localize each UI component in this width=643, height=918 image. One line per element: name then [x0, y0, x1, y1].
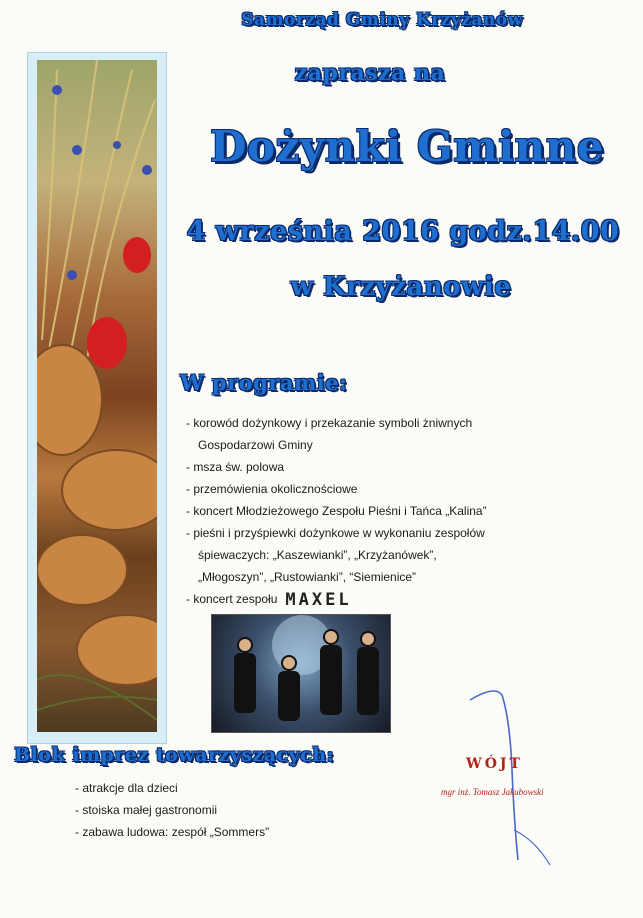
invites-heading: zaprasza na [294, 60, 446, 86]
side-events-heading: Blok imprez towarzyszących: [14, 744, 335, 766]
side-events-list [75, 777, 269, 843]
program-list [186, 412, 606, 611]
list-item: - stoiska małej gastronomii [75, 803, 218, 817]
list-item: śpiewaczych: „Kaszewianki”, „Krzyżanówek”, [198, 548, 437, 562]
list-item: Gospodarzowi Gminy [198, 438, 313, 452]
handwritten-signature [440, 680, 590, 880]
list-item: - msza św. polowa [186, 460, 285, 474]
list-item: „Młogoszyn”, „Rustowianki”, “Siemienice” [198, 570, 417, 584]
event-title: Dożynki Gminne [210, 122, 604, 171]
signature-name: mgr inż. Tomasz Jakubowski [441, 787, 544, 797]
list-item: - koncert Młodzieżowego Zespołu Pieśni i Tańca „Kalina” [186, 504, 487, 518]
event-place: w Krzyżanowie [290, 272, 512, 302]
list-item: - przemówienia okolicznościowe [186, 482, 358, 496]
list-item: - atrakcje dla dzieci [75, 781, 178, 795]
band-concert-label: - koncert zespołu [186, 592, 278, 606]
event-date-time: 4 września 2016 godz.14.00 [186, 216, 620, 247]
harvest-bread-photo [37, 60, 157, 732]
band-logo: MAXEL [285, 589, 352, 610]
organizer-heading: Samorząd Gminy Krzyżanów [241, 10, 523, 30]
list-item: - zabawa ludowa: zespół „Sommers” [75, 825, 270, 839]
band-photo [211, 614, 391, 733]
signature-title: WÓJT [466, 756, 523, 772]
list-item: - korowód dożynkowy i przekazanie symboli żniwnych [186, 416, 473, 430]
list-item [186, 588, 606, 611]
program-heading: W programie: [180, 370, 348, 395]
list-item: - pieśni i przyśpiewki dożynkowe w wykonaniu zespołów [186, 526, 485, 540]
